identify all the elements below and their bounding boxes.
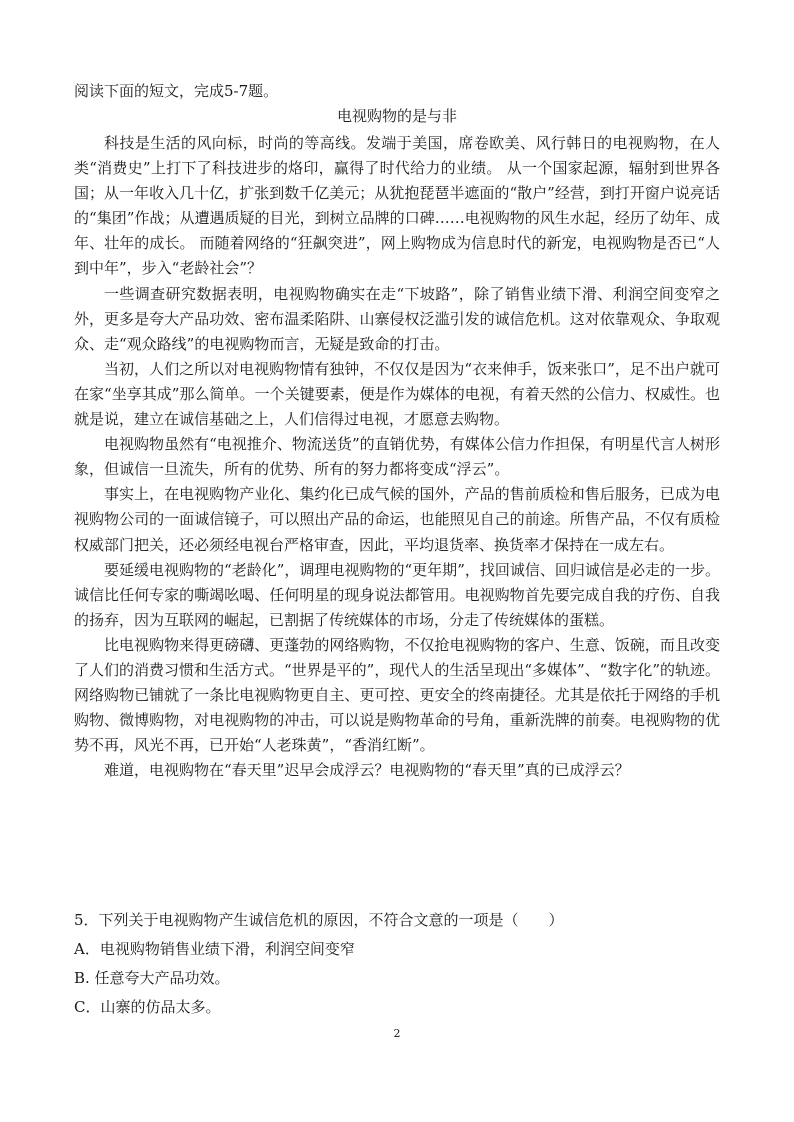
option-a: A．电视购物销售业绩下滑，利润空间变窄 [74, 940, 355, 958]
paragraph: 难道，电视购物在“春天里”迟早会成浮云？电视购物的“春天里”真的已成浮云？ [104, 761, 630, 780]
question-5 [74, 906, 720, 1022]
article-title: 电视购物的是与非 [336, 107, 457, 125]
article-body [74, 131, 720, 783]
paragraph: 一些调查研究数据表明，电视购物确实在走“下坡路”，除了销售业绩下滑、利润空间变窄之外，更多是夸大产品功效、密布温柔陷阱、山寨侵权泛滥引发的诚信危机。这对依靠观众、争取观众、走“观众路线”的电视购物而言，无疑是致命的打击。 [74, 284, 720, 353]
paragraph: 科技是生活的风向标，时尚的等高线。发端于美国，席卷欧美、风行韩日的电视购物，在人类“消费史”上打下了科技进步的烙印，赢得了时代给力的业绩。 从一个国家起源，辐射到世界各国；从一年收入几十亿，扩张到数千亿美元；从犹抱琵琶半遮面的“散户”经营，到打开窗户说亮话的“集团”作战；从遭遇质疑的目光，到树立品牌的口碑……电视购物的风生水起，经历了幼年、成年、壮年的成长。 而随着网络的“狂飙突进”，网上购物成为信息时代的新宠，电视购物是否已“人到中年”，步入“老龄社会”？ [74, 134, 720, 278]
paragraph: 电视购物虽然有“电视推介、物流送货”的直销优势，有媒体公信力作担保，有明星代言人树形象，但诚信一旦流失，所有的优势、所有的努力都将变成“浮云”。 [74, 435, 720, 479]
paragraph: 当初，人们之所以对电视购物情有独钟，不仅仅是因为“衣来伸手，饭来张口”，足不出户就可在家“坐享其成”那么简单。一个关键要素，便是作为媒体的电视，有着天然的公信力、权威性。也就是说，建立在诚信基础之上，人们信得过电视，才愿意去购物。 [74, 359, 720, 429]
option-c: C．山寨的仿品太多。 [74, 998, 221, 1016]
page-number: 2 [393, 1027, 401, 1040]
paragraph: 比电视购物来得更磅礴、更蓬勃的网络购物，不仅抢电视购物的客户、生意、饭碗，而且改变了人们的消费习惯和生活方式。“世界是平的”，现代人的生活呈现出“多媒体”、“数字化”的轨迹。网络购物已铺就了一条比电视购物更自主、更可控、更安全的终南捷径。尤其是依托于网络的手机购物、微博购物，对电视购物的冲击，可以说是购物革命的号角，重新洗牌的前奏。电视购物的优势不再，风光不再，已开始“人老珠黄”，“香消红断”。 [74, 635, 721, 755]
question-stem: 5．下列关于电视购物产生诚信危机的原因，不符合文意的一项是（ ） [74, 911, 564, 929]
reading-instruction: 阅读下面的短文，完成5-7题。 [74, 82, 279, 100]
paragraph: 事实上，在电视购物产业化、集约化已成气候的国外，产品的售前质检和售后服务，已成为电视购物公司的一面诚信镜子，可以照出产品的命运，也能照见自己的前途。所售产品，不仅有质检权威部门把关，还必须经电视台严格审查，因此，平均退货率、换货率才保持在一成左右。 [74, 485, 720, 554]
option-b: B. 任意夸大产品功效。 [74, 969, 230, 987]
paragraph: 要延缓电视购物的“老龄化”，调理电视购物的“更年期”，找回诚信、回归诚信是必走的一步。诚信比任何专家的嘶竭吆喝、任何明星的现身说法都管用。电视购物首先要完成自我的疗伤、自我的扬弃，因为互联网的崛起，已割据了传统媒体的市场，分走了传统媒体的蛋糕。 [74, 560, 720, 629]
